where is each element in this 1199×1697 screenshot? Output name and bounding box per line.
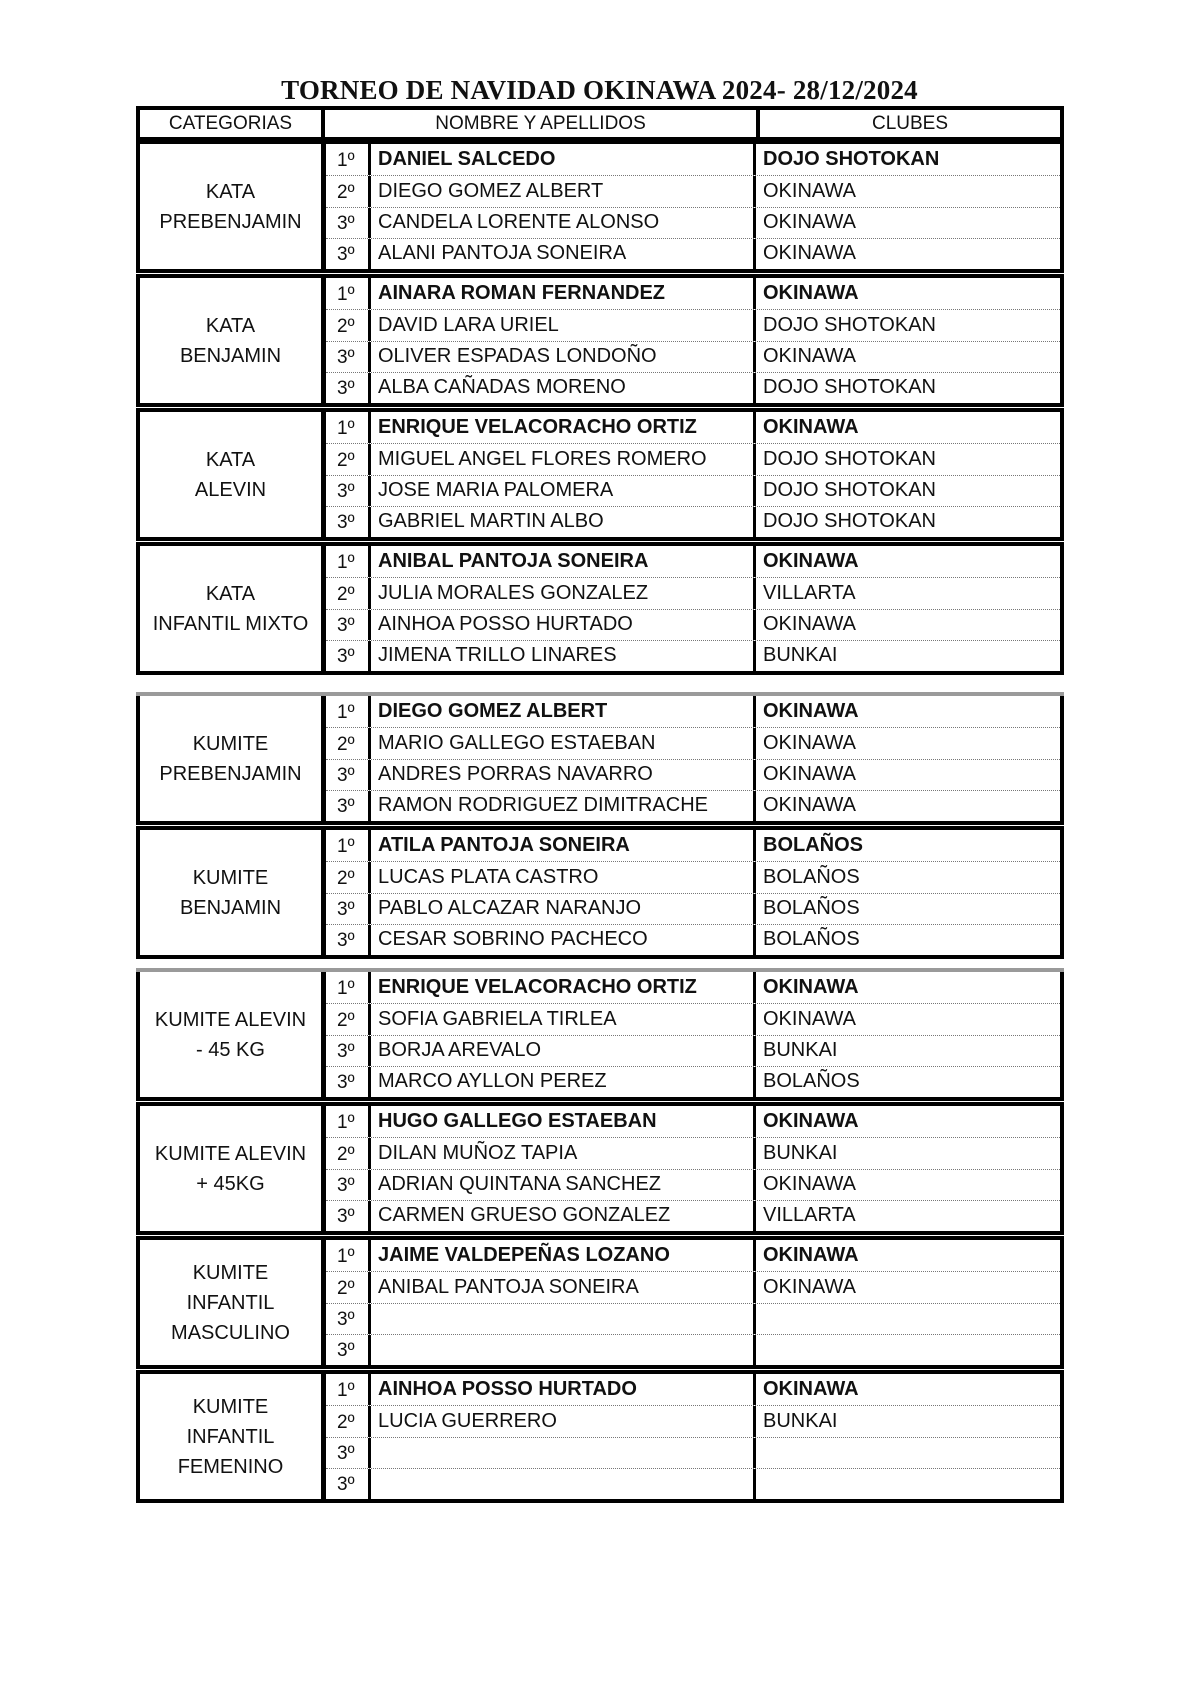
category-label: KUMITE ALEVIN - 45 KG	[140, 972, 326, 1097]
category-block	[136, 542, 1064, 675]
club-cell	[756, 1335, 1060, 1365]
position-cell: 2º	[326, 1272, 371, 1302]
category-block	[136, 692, 1064, 825]
club-cell: OKINAWA	[763, 345, 856, 368]
table-row	[326, 506, 1060, 537]
table-header	[136, 106, 1064, 141]
competitor-name-cell: ALANI PANTOJA SONEIRA	[371, 239, 756, 269]
category-block	[136, 1236, 1064, 1369]
table-row	[326, 412, 1060, 443]
table-row	[326, 1200, 1060, 1231]
competitor-name-cell: MARCO AYLLON PEREZ	[371, 1067, 756, 1097]
club-cell: OKINAWA	[763, 550, 859, 573]
club-cell: VILLARTA	[763, 581, 856, 604]
placement-rows	[326, 830, 1060, 955]
club-cell: BUNKAI	[763, 1409, 838, 1432]
club-cell: BUNKAI	[763, 644, 838, 667]
table-row	[326, 372, 1060, 403]
placement-rows	[326, 1240, 1060, 1365]
position-cell: 2º	[326, 862, 371, 892]
competitor-name-cell	[371, 1438, 756, 1468]
club-cell	[756, 1438, 1060, 1468]
table-row	[326, 1169, 1060, 1200]
table-row	[326, 577, 1060, 608]
club-cell: OKINAWA	[763, 211, 856, 234]
position-cell: 3º	[326, 373, 371, 403]
club-cell: DOJO SHOTOKAN	[763, 148, 940, 171]
table-row	[326, 175, 1060, 206]
table-row	[326, 207, 1060, 238]
category-block	[136, 968, 1064, 1101]
club-cell: OKINAWA	[763, 1007, 856, 1030]
position-cell: 3º	[326, 476, 371, 506]
competitor-name-cell: MARIO GALLEGO ESTAEBAN	[371, 728, 756, 758]
competitor-name-cell: BORJA AREVALO	[371, 1036, 756, 1066]
table-row	[326, 893, 1060, 924]
category-label: KUMITE BENJAMIN	[140, 830, 326, 955]
position-cell: 2º	[326, 310, 371, 340]
position-cell: 3º	[326, 1067, 371, 1097]
position-cell: 1º	[326, 546, 371, 577]
competitor-name-cell	[371, 1469, 756, 1499]
position-cell: 3º	[326, 507, 371, 537]
position-cell: 3º	[326, 1170, 371, 1200]
table-row	[326, 1106, 1060, 1137]
position-cell: 1º	[326, 144, 371, 175]
position-cell: 2º	[326, 728, 371, 758]
club-cell: OKINAWA	[763, 416, 859, 439]
category-label: KUMITE ALEVIN + 45KG	[140, 1106, 326, 1231]
competitor-name-cell: PABLO ALCAZAR NARANJO	[371, 894, 756, 924]
competitor-name-cell: RAMON RODRIGUEZ DIMITRACHE	[371, 791, 756, 821]
competitor-name-cell: OLIVER ESPADAS LONDOÑO	[371, 342, 756, 372]
competitor-name-cell: DILAN MUÑOZ TAPIA	[371, 1138, 756, 1168]
position-cell: 3º	[326, 342, 371, 372]
competitor-name-cell: JIMENA TRILLO LINARES	[371, 641, 756, 671]
header-nombre: NOMBRE Y APELLIDOS	[325, 110, 760, 137]
header-clubes: CLUBES	[871, 112, 949, 134]
club-cell: BOLAÑOS	[763, 834, 863, 857]
club-cell: BUNKAI	[763, 1039, 838, 1062]
club-cell: OKINAWA	[763, 700, 859, 723]
placement-rows	[326, 1374, 1060, 1499]
table-row	[326, 1035, 1060, 1066]
table-row	[326, 861, 1060, 892]
position-cell: 2º	[326, 1138, 371, 1168]
position-cell: 3º	[326, 641, 371, 671]
table-row	[326, 443, 1060, 474]
table-row	[326, 238, 1060, 269]
competitor-name-cell: MIGUEL ANGEL FLORES ROMERO	[371, 444, 756, 474]
competitor-name-cell: ENRIQUE VELACORACHO ORTIZ	[371, 412, 756, 443]
position-cell: 1º	[326, 412, 371, 443]
table-row	[326, 1437, 1060, 1468]
club-cell: DOJO SHOTOKAN	[763, 313, 936, 336]
category-block	[136, 1370, 1064, 1503]
position-cell: 1º	[326, 278, 371, 309]
table-row	[326, 1003, 1060, 1034]
position-cell: 3º	[326, 208, 371, 238]
club-cell: OKINAWA	[763, 731, 856, 754]
table-row	[326, 972, 1060, 1003]
category-block	[136, 826, 1064, 959]
position-cell: 2º	[326, 1406, 371, 1436]
table-row	[326, 144, 1060, 175]
position-cell: 3º	[326, 1469, 371, 1499]
competitor-name-cell: ENRIQUE VELACORACHO ORTIZ	[371, 972, 756, 1003]
category-block	[136, 408, 1064, 541]
placement-rows	[326, 1106, 1060, 1231]
position-cell: 1º	[326, 1240, 371, 1271]
competitor-name-cell: HUGO GALLEGO ESTAEBAN	[371, 1106, 756, 1137]
table-row	[326, 1066, 1060, 1097]
placement-rows	[326, 144, 1060, 269]
club-cell: OKINAWA	[763, 282, 859, 305]
category-block	[136, 1102, 1064, 1235]
club-cell: OKINAWA	[763, 794, 856, 817]
club-cell: BOLAÑOS	[763, 928, 860, 951]
position-cell: 2º	[326, 1004, 371, 1034]
table-row	[326, 1240, 1060, 1271]
category-label: KUMITE INFANTIL MASCULINO	[140, 1240, 326, 1365]
page-title: TORNEO DE NAVIDAD OKINAWA 2024- 28/12/2024	[281, 75, 918, 105]
club-cell: OKINAWA	[763, 1378, 859, 1401]
competitor-name-cell	[371, 1304, 756, 1334]
placement-rows	[326, 972, 1060, 1097]
table-row	[326, 546, 1060, 577]
section-separator	[136, 692, 1064, 696]
club-cell: OKINAWA	[763, 763, 856, 786]
club-cell: BOLAÑOS	[763, 897, 860, 920]
position-cell: 1º	[326, 696, 371, 727]
placement-rows	[326, 278, 1060, 403]
club-cell: DOJO SHOTOKAN	[763, 479, 936, 502]
position-cell: 1º	[326, 1374, 371, 1405]
club-cell	[756, 1469, 1060, 1499]
table-row	[326, 790, 1060, 821]
position-cell: 2º	[326, 578, 371, 608]
club-cell: OKINAWA	[763, 1173, 856, 1196]
position-cell: 3º	[326, 760, 371, 790]
club-cell: BOLAÑOS	[763, 1070, 860, 1093]
competitor-name-cell: JULIA MORALES GONZALEZ	[371, 578, 756, 608]
competitor-name-cell: CARMEN GRUESO GONZALEZ	[371, 1201, 756, 1231]
table-row	[326, 830, 1060, 861]
position-cell: 1º	[326, 1106, 371, 1137]
club-cell: OKINAWA	[763, 1244, 859, 1267]
competitor-name-cell: GABRIEL MARTIN ALBO	[371, 507, 756, 537]
club-cell: OKINAWA	[763, 613, 856, 636]
competitor-name-cell: AINHOA POSSO HURTADO	[371, 610, 756, 640]
placement-rows	[326, 412, 1060, 537]
competitor-name-cell: LUCIA GUERRERO	[371, 1406, 756, 1436]
position-cell: 3º	[326, 894, 371, 924]
table-row	[326, 759, 1060, 790]
category-label: KUMITE INFANTIL FEMENINO	[140, 1374, 326, 1499]
club-cell: DOJO SHOTOKAN	[763, 510, 936, 533]
competitor-name-cell	[371, 1335, 756, 1365]
club-cell: DOJO SHOTOKAN	[763, 447, 936, 470]
table-row	[326, 727, 1060, 758]
competitor-name-cell: CESAR SOBRINO PACHECO	[371, 925, 756, 955]
club-cell: OKINAWA	[763, 1275, 856, 1298]
competitor-name-cell: DANIEL SALCEDO	[371, 144, 756, 175]
position-cell: 3º	[326, 1438, 371, 1468]
competitor-name-cell: ANIBAL PANTOJA SONEIRA	[371, 1272, 756, 1302]
position-cell: 2º	[326, 444, 371, 474]
competitor-name-cell: DAVID LARA URIEL	[371, 310, 756, 340]
competitor-name-cell: AINHOA POSSO HURTADO	[371, 1374, 756, 1405]
club-cell: OKINAWA	[763, 976, 859, 999]
position-cell: 3º	[326, 791, 371, 821]
table-row	[326, 309, 1060, 340]
club-cell: DOJO SHOTOKAN	[763, 376, 936, 399]
placement-rows	[326, 696, 1060, 821]
section-separator	[136, 968, 1064, 972]
club-cell: BOLAÑOS	[763, 865, 860, 888]
position-cell: 3º	[326, 239, 371, 269]
competitor-name-cell: LUCAS PLATA CASTRO	[371, 862, 756, 892]
table-row	[326, 1405, 1060, 1436]
competitor-name-cell: JAIME VALDEPEÑAS LOZANO	[371, 1240, 756, 1271]
position-cell: 1º	[326, 972, 371, 1003]
category-label: KUMITE PREBENJAMIN	[140, 696, 326, 821]
table-row	[326, 341, 1060, 372]
competitor-name-cell: CANDELA LORENTE ALONSO	[371, 208, 756, 238]
table-row	[326, 1334, 1060, 1365]
position-cell: 3º	[326, 925, 371, 955]
category-block	[136, 140, 1064, 273]
table-row	[326, 640, 1060, 671]
competitor-name-cell: ATILA PANTOJA SONEIRA	[371, 830, 756, 861]
club-cell: OKINAWA	[763, 242, 856, 265]
club-cell: OKINAWA	[763, 1110, 859, 1133]
competitor-name-cell: ANIBAL PANTOJA SONEIRA	[371, 546, 756, 577]
position-cell: 3º	[326, 1036, 371, 1066]
competitor-name-cell: ALBA CAÑADAS MORENO	[371, 373, 756, 403]
category-block	[136, 274, 1064, 407]
club-cell: OKINAWA	[763, 179, 856, 202]
category-label: KATA INFANTIL MIXTO	[140, 546, 326, 671]
table-row	[326, 1303, 1060, 1334]
competitor-name-cell: AINARA ROMAN FERNANDEZ	[371, 278, 756, 309]
table-row	[326, 924, 1060, 955]
table-row	[326, 1468, 1060, 1499]
table-row	[326, 1271, 1060, 1302]
position-cell: 3º	[326, 1304, 371, 1334]
competitor-name-cell: JOSE MARIA PALOMERA	[371, 476, 756, 506]
position-cell: 1º	[326, 830, 371, 861]
table-row	[326, 1374, 1060, 1405]
category-label: KATA BENJAMIN	[140, 278, 326, 403]
table-row	[326, 475, 1060, 506]
category-label: KATA PREBENJAMIN	[140, 144, 326, 269]
competitor-name-cell: ADRIAN QUINTANA SANCHEZ	[371, 1170, 756, 1200]
table-row	[326, 609, 1060, 640]
competitor-name-cell: SOFIA GABRIELA TIRLEA	[371, 1004, 756, 1034]
club-cell: VILLARTA	[763, 1204, 856, 1227]
table-row	[326, 1137, 1060, 1168]
table-row	[326, 696, 1060, 727]
table-row	[326, 278, 1060, 309]
position-cell: 3º	[326, 1201, 371, 1231]
category-label: KATA ALEVIN	[140, 412, 326, 537]
header-categorias: CATEGORIAS	[140, 110, 325, 137]
competitor-name-cell: ANDRES PORRAS NAVARRO	[371, 760, 756, 790]
position-cell: 2º	[326, 176, 371, 206]
placement-rows	[326, 546, 1060, 671]
club-cell	[756, 1304, 1060, 1334]
competitor-name-cell: DIEGO GOMEZ ALBERT	[371, 176, 756, 206]
position-cell: 3º	[326, 610, 371, 640]
position-cell: 3º	[326, 1335, 371, 1365]
club-cell: BUNKAI	[763, 1141, 838, 1164]
competitor-name-cell: DIEGO GOMEZ ALBERT	[371, 696, 756, 727]
